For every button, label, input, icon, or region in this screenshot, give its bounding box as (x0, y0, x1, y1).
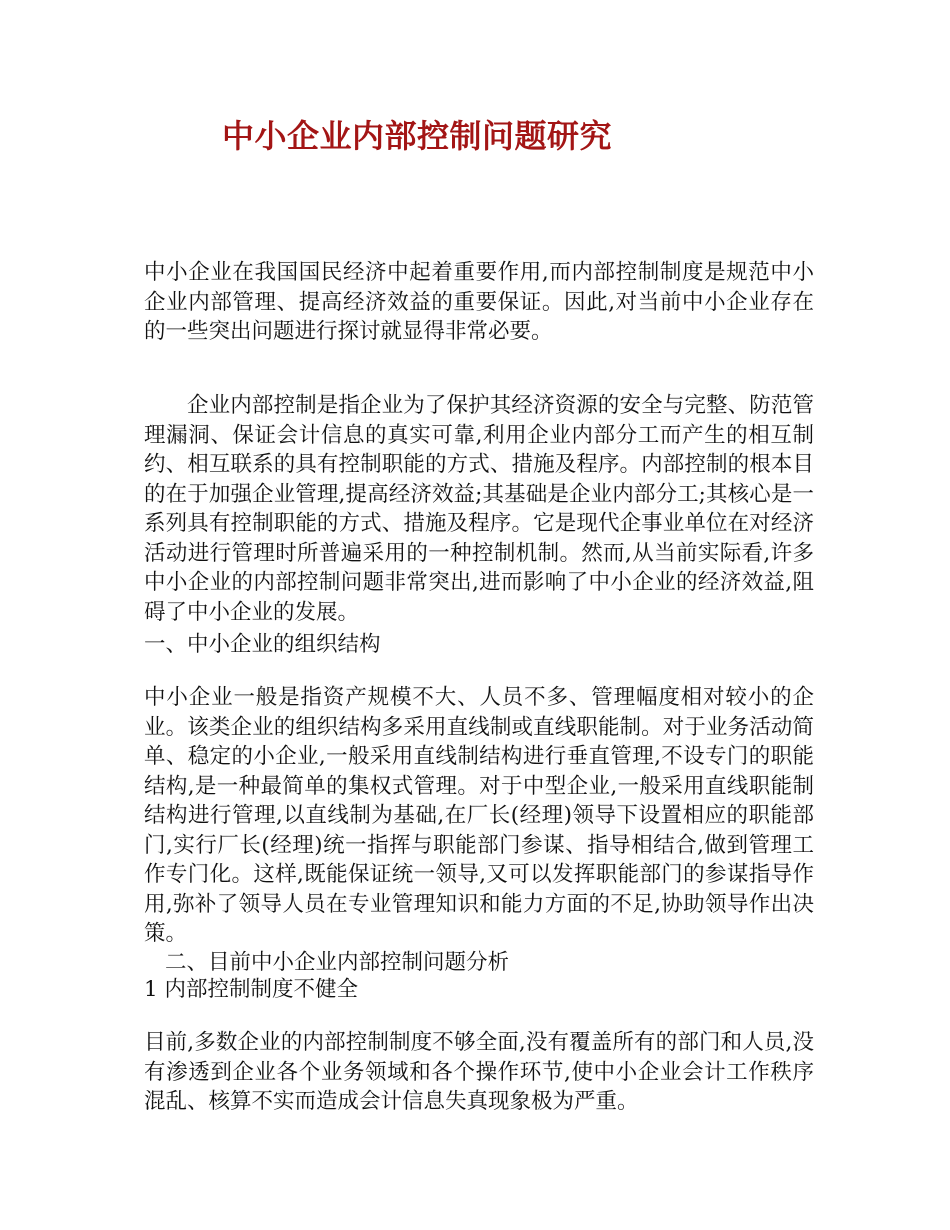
section-heading-2: 二、目前中小企业内部控制问题分析 (165, 950, 510, 975)
section-heading-1: 一、中小企业的组织结构 (144, 632, 381, 657)
document-title: 中小企业内部控制问题研究 (222, 117, 613, 155)
body-paragraph-1: 企业内部控制是指企业为了保护其经济资源的安全与完整、防范管理漏洞、保证会计信息的真实可靠,利用企业内部分工而产生的相互制约、相互联系的具有控制职能的方式、措施及程序。内部控制的根本目的在于加强企业管理,提高经济效益;其基础是企业内部分工;其核心是一系列具有控制职能的方式、措施及程序。它是现代企事业单位在对经济活动进行管理时所普遍采用的一种控制机制。然而,从当前实际看,许多中小企业的内部控制问题非常突出,进而影响了中小企业的经济效益,阻碍了中小企业的发展。 (144, 393, 814, 625)
subsection-1-paragraph: 目前,多数企业的内部控制制度不够全面,没有覆盖所有的部门和人员,没有渗透到企业各个业务领域和各个操作环节,使中小企业会计工作秩序混乱、核算不实而造成会计信息失真现象极为严重。 (144, 1030, 814, 1114)
section-1-paragraph: 中小企业一般是指资产规模不大、人员不多、管理幅度相对较小的企业。该类企业的组织结构多采用直线制或直线职能制。对于业务活动简单、稳定的小企业,一般采用直线制结构进行垂直管理,不设专门的职能结构,是一种最简单的集权式管理。对于中型企业,一般采用直线职能制结构进行管理,以直线制为基础,在厂长(经理)领导下设置相应的职能部门,实行厂长(经理)统一指挥与职能部门参谋、指导相结合,做到管理工作专门化。这样,既能保证统一领导,又可以发挥职能部门的参谋指导作用,弥补了领导人员在专业管理知识和能力方面的不足,协助领导作出决策。 (144, 685, 814, 946)
intro-paragraph: 中小企业在我国国民经济中起着重要作用,而内部控制制度是规范中小企业内部管理、提高经济效益的重要保证。因此,对当前中小企业存在的一些突出问题进行探讨就显得非常必要。 (144, 260, 814, 344)
subsection-heading-1: 1 内部控制制度不健全 (144, 977, 359, 1002)
